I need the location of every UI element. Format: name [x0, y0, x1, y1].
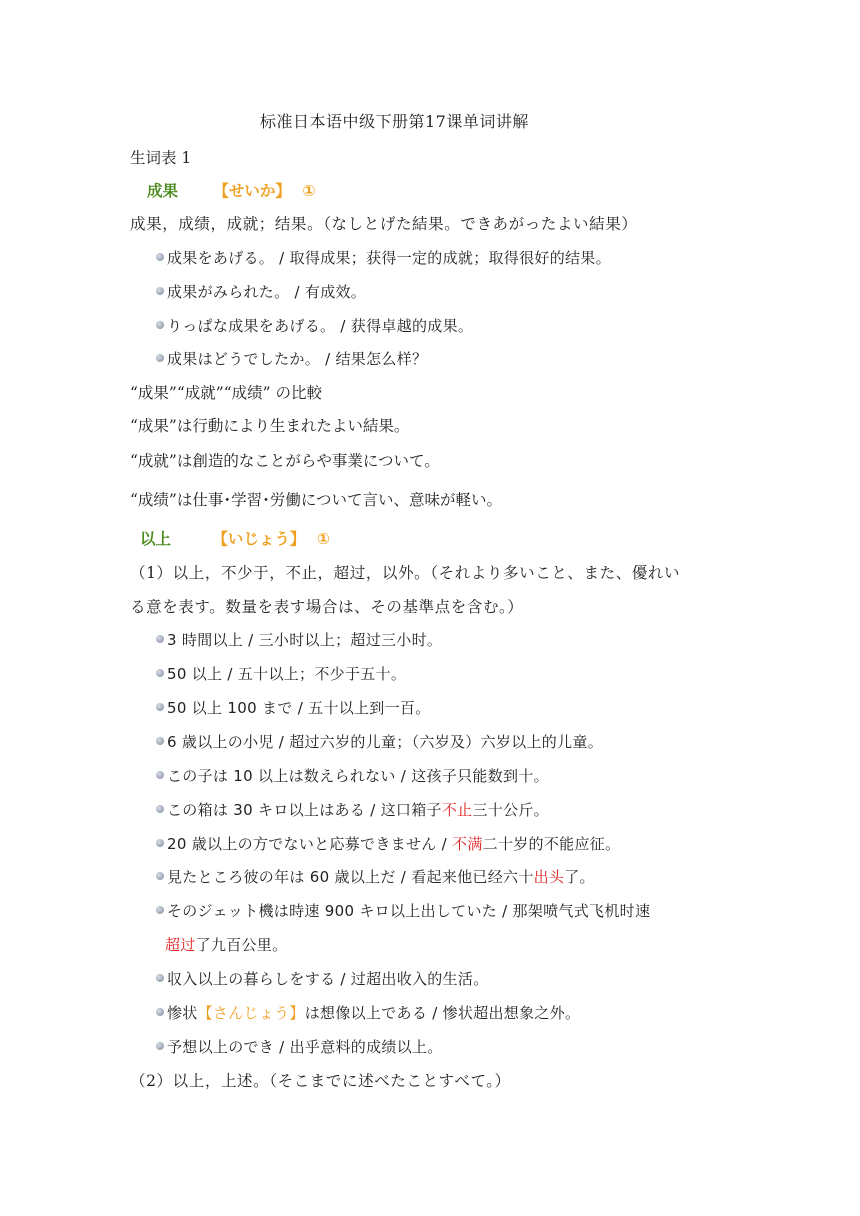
- example-item: 収入以上の暮らしをする / 过超出收入的生活。: [156, 969, 489, 989]
- example-item: 惨状【さんじょう】は想像以上である / 惨状超出想象之外。: [156, 1003, 580, 1023]
- bullet-icon: [156, 354, 164, 362]
- bullet-icon: [156, 321, 164, 329]
- example-item: 50 以上 100 まで / 五十以上到一百。: [156, 698, 431, 718]
- highlight-text: 不满: [452, 835, 483, 853]
- bullet-icon: [156, 839, 164, 847]
- example-item: 3 時間以上 / 三小时以上；超过三小时。: [156, 630, 442, 650]
- bullet-icon: [156, 287, 164, 295]
- compare-line: “成绩”は仕事･学習･労働について言い、意味が軽い。: [130, 491, 503, 509]
- entry-header-ijou: [140, 529, 330, 549]
- example-item-continued: 超过了九百公里。: [165, 936, 288, 954]
- highlight-text: 超过: [165, 936, 196, 954]
- accent-mark: ①: [316, 530, 330, 548]
- example-item: 成果がみられた。 / 有成效。: [156, 282, 366, 302]
- section-heading: 生词表 1: [130, 149, 192, 167]
- compare-line: “成就”は創造的なことがらや事業について。: [130, 452, 440, 470]
- example-item: 見たところ彼の年は 60 歳以上だ / 看起来他已经六十出头了。: [156, 867, 595, 887]
- entry-header-seika: [147, 181, 315, 201]
- highlight-text: 出头: [533, 868, 565, 886]
- entry-reading: 【いじょう】: [212, 530, 306, 548]
- bullet-icon: [156, 974, 164, 982]
- bullet-icon: [156, 771, 164, 779]
- example-item: 予想以上のでき / 出乎意料的成绩以上。: [156, 1037, 443, 1057]
- compare-line: “成果”は行動により生まれたよい結果。: [130, 417, 410, 435]
- bullet-icon: [156, 703, 164, 711]
- example-item: この箱は 30 キロ以上はある / 这口箱子不止三十公斤。: [156, 800, 549, 820]
- highlight-text: 不止: [441, 801, 473, 819]
- bullet-icon: [156, 737, 164, 745]
- bullet-icon: [156, 1008, 164, 1016]
- bullet-icon: [156, 253, 164, 261]
- bullet-icon: [156, 906, 164, 914]
- example-item: 50 以上 / 五十以上；不少于五十。: [156, 664, 406, 684]
- definition: （1）以上，不少于，不止，超过，以外。（それより多いこと、また、優れい: [130, 564, 681, 582]
- definition: （2）以上，上述。（そこまでに述べたことすべて。）: [130, 1072, 511, 1090]
- entry-word: 以上: [140, 530, 172, 548]
- example-item: 成果をあげる。 / 取得成果；获得一定的成就；取得很好的结果。: [156, 248, 611, 268]
- entry-reading: 【せいか】: [213, 182, 291, 200]
- page-title: 标准日本语中级下册第17课单词讲解: [260, 112, 529, 131]
- definition-continued: る意を表す。数量を表す場合は、その基準点を含む。）: [130, 598, 524, 616]
- compare-title: “成果”“成就”“成绩” の比較: [130, 384, 322, 402]
- example-item: 20 歳以上の方でないと応募できません / 不满二十岁的不能应征。: [156, 834, 620, 854]
- bullet-icon: [156, 635, 164, 643]
- definition: 成果，成绩，成就；结果。（なしとげた結果。できあがったよい結果）: [130, 215, 638, 233]
- example-item: りっぱな成果をあげる。 / 获得卓越的成果。: [156, 316, 473, 336]
- example-item: 6 歳以上の小児 / 超过六岁的儿童；（六岁及）六岁以上的儿童。: [156, 732, 603, 752]
- example-item: この子は 10 以上は数えられない / 这孩子只能数到十。: [156, 766, 549, 786]
- bullet-icon: [156, 1042, 164, 1050]
- bullet-icon: [156, 669, 164, 677]
- bullet-icon: [156, 805, 164, 813]
- accent-mark: ①: [302, 182, 316, 200]
- example-item: 成果はどうでしたか。 / 结果怎么样？: [156, 349, 427, 369]
- entry-word: 成果: [147, 182, 179, 200]
- highlight-reading: 【さんじょう】: [197, 1004, 305, 1022]
- bullet-icon: [156, 872, 164, 880]
- example-item: そのジェット機は時速 900 キロ以上出していた / 那架喷气式飞机时速: [156, 901, 650, 921]
